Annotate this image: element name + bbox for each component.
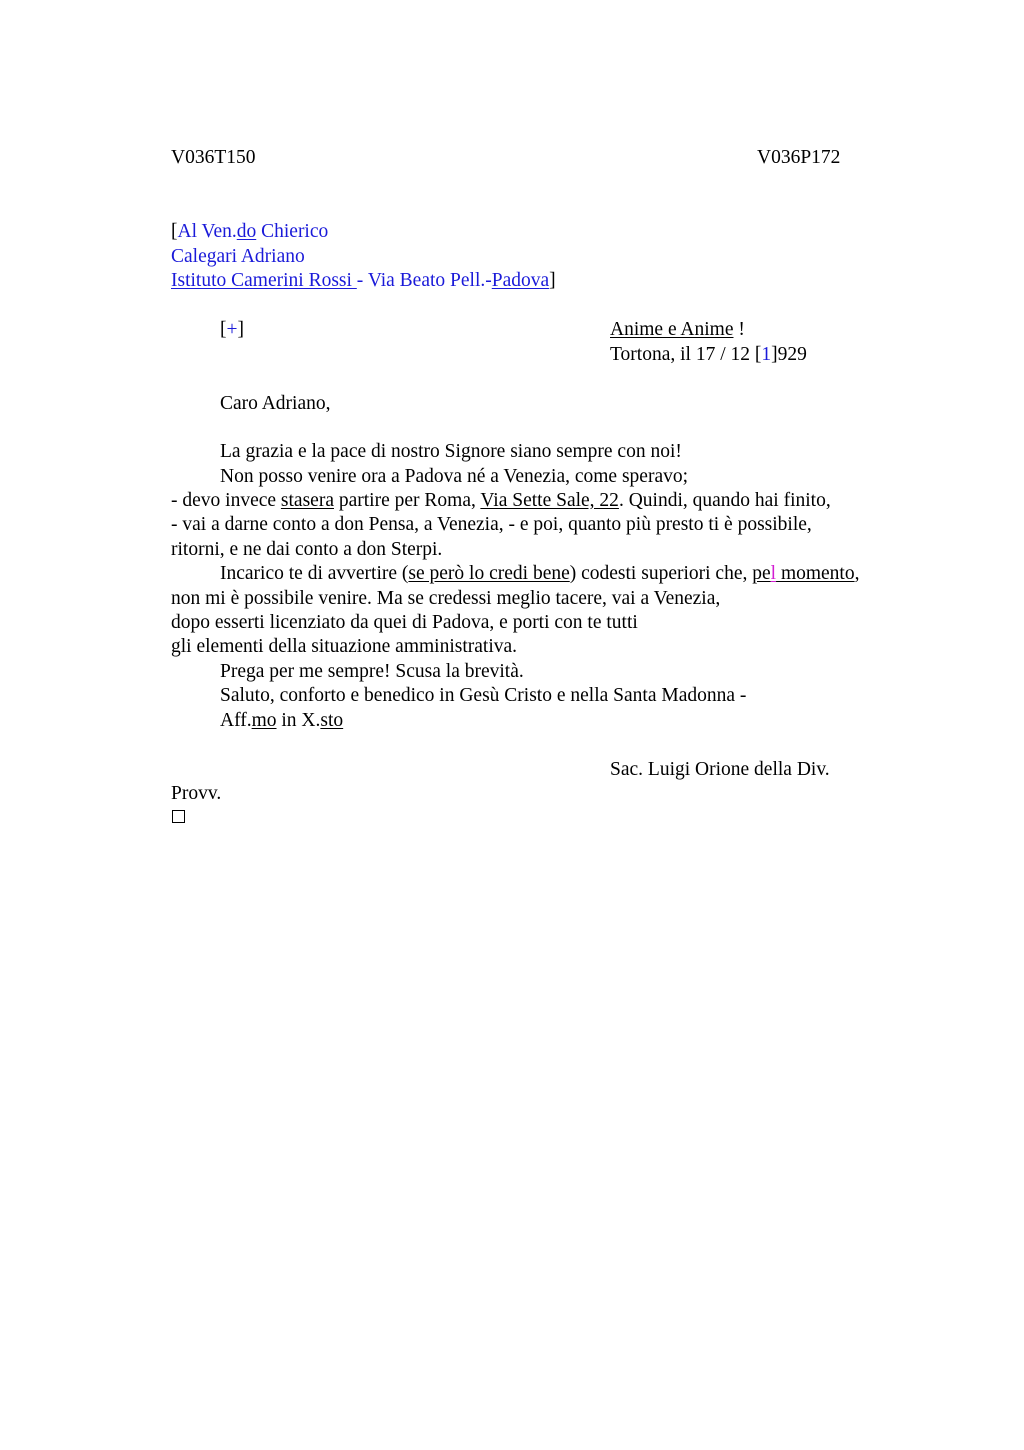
body-line-3: - devo invece stasera partire per Roma, Via Sette Sale, 22. Quindi, quando hai finito, <box>171 490 831 511</box>
body-line-9: gli elementi della situazione amministrativa. <box>171 636 518 657</box>
date-line: Tortona, il 17 / 12 [1]929 <box>610 344 807 365</box>
body-line-5: ritorni, e ne dai conto a don Sterpi. <box>171 539 443 560</box>
body-line-11: Saluto, conforto e benedico in Gesù Cristo e nella Santa Madonna - <box>220 685 747 706</box>
body-line-1: La grazia e la pace di nostro Signore siano sempre con noi! <box>220 441 682 462</box>
body-line-10: Prega per me sempre! Scusa la brevità. <box>220 661 524 682</box>
cross-mark: [+] <box>220 319 244 340</box>
body-line-6: Incarico te di avvertire (se però lo credi bene) codesti superiori che, pel momento, <box>220 563 860 584</box>
salutation: Caro Adriano, <box>220 393 331 414</box>
body-line-4: - vai a darne conto a don Pensa, a Venezia, - e poi, quanto più presto ti è possibile, <box>171 514 812 535</box>
header-left-code: V036T150 <box>171 147 256 168</box>
signature-line-2: Provv. <box>171 783 222 804</box>
empty-box-icon <box>172 810 185 823</box>
header-right-code: V036P172 <box>757 147 841 168</box>
closing-affmo: Aff.mo in X.sto <box>220 710 344 731</box>
address-line-2: Calegari Adriano <box>171 246 305 267</box>
address-line-1: [Al Ven.do Chierico <box>171 221 329 242</box>
address-line-3: Istituto Camerini Rossi - Via Beato Pell.-Padova] <box>171 270 556 291</box>
signature-line-1: Sac. Luigi Orione della Div. <box>610 759 830 780</box>
motto: Anime e Anime ! <box>610 319 745 340</box>
body-line-2: Non posso venire ora a Padova né a Venezia, come speravo; <box>220 466 689 487</box>
body-line-7: non mi è possibile venire. Ma se credessi meglio tacere, vai a Venezia, <box>171 588 721 609</box>
body-line-8: dopo esserti licenziato da quei di Padova, e porti con te tutti <box>171 612 638 633</box>
